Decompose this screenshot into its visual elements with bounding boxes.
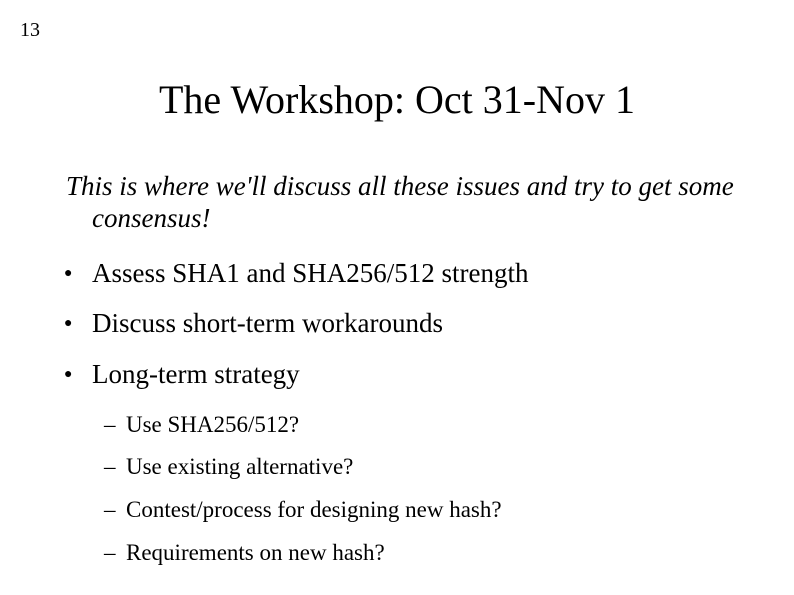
sub-bullet-text: Use existing alternative? bbox=[126, 454, 354, 479]
bullet-dot-icon: ● bbox=[64, 367, 73, 382]
sub-bullet-text: Contest/process for designing new hash? bbox=[126, 497, 502, 522]
dash-icon: – bbox=[104, 412, 116, 437]
dash-icon: – bbox=[104, 540, 116, 565]
bullet-text: Assess SHA1 and SHA256/512 strength bbox=[92, 258, 529, 288]
slide-number: 13 bbox=[20, 19, 40, 41]
bullet-text: Long-term strategy bbox=[92, 359, 300, 389]
sub-bullet-text: Requirements on new hash? bbox=[126, 540, 385, 565]
bullet-dot-icon: ● bbox=[64, 316, 73, 331]
bullet-dot-icon: ● bbox=[64, 266, 73, 281]
sub-bullet-text: Use SHA256/512? bbox=[126, 412, 300, 437]
bullet-text: Discuss short-term workarounds bbox=[92, 308, 443, 338]
intro-text: This is where we'll discuss all these issues and try to get some consensus! bbox=[66, 171, 734, 233]
dash-icon: – bbox=[104, 454, 116, 479]
dash-icon: – bbox=[104, 497, 116, 522]
slide-title: The Workshop: Oct 31-Nov 1 bbox=[159, 77, 635, 122]
